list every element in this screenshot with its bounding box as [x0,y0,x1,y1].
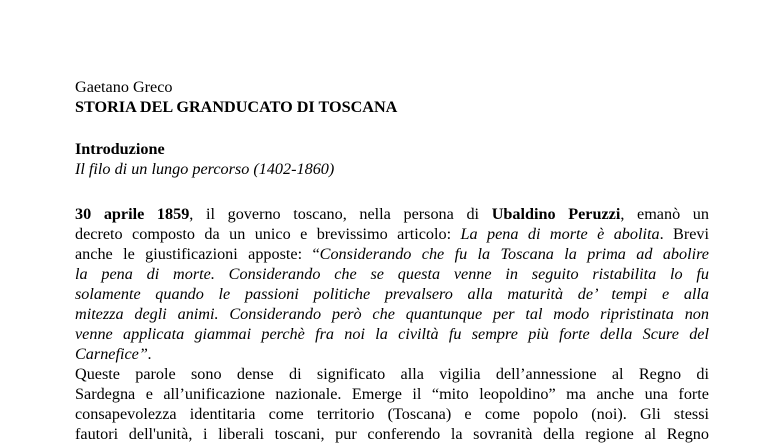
paragraph-1-line-7: venne applicata giammai perchè fra noi la civiltà fu sempre più forte della Scure del [75,325,709,343]
section-heading: Introduzione [75,140,165,158]
paragraph-2-line-3: consapevolezza identitaria come territorio (Toscana) e come popolo (noi). Gli stessi [75,405,709,423]
paragraph-1-line-8: Carnefice”. [75,345,152,363]
paragraph-1-line-1: 30 aprile 1859, il governo toscano, nella persona di Ubaldino Peruzzi, emanò un [75,205,709,223]
paragraph-1-line-5: solamente quando le passioni politiche prevalsero alla maturità de’ tempi e alla [75,285,709,303]
date-text: 30 aprile 1859 [75,205,190,223]
body-text [75,204,709,444]
paragraph-1-line-4: la pena di morte. Considerando che se questa venne in seguito ristabilita lo fu [75,265,709,283]
section-subtitle: Il filo di un lungo percorso (1402-1860) [75,160,335,178]
paragraph-1-line-6: mitezza degli animi. Considerando però che quantunque per tal modo ripristinata non [75,305,709,323]
book-title: STORIA DEL GRANDUCATO DI TOSCANA [75,98,398,116]
paragraph-2-line-2: Sardegna e all’unificazione nazionale. Emerge il “mito leopoldino” ma anche una forte [75,385,709,403]
paragraph-1-line-2: decreto composto da un unico e brevissimo articolo: La pena di morte è abolita. Brevi [75,225,710,243]
author-name: Gaetano Greco [75,78,173,96]
person-name: Ubaldino Peruzzi [491,205,621,223]
paragraph-2-line-4: fautori dell'unità, i liberali toscani, pur conferendo la sovranità della regione al Regno [75,425,709,443]
decree-quote: La pena di morte è abolita [460,225,660,243]
paragraph-2-line-1: Queste parole sono dense di significato alla vigilia dell’annessione al Regno di [75,365,709,383]
paragraph-1-line-3: anche le giustificazioni apposte: “Considerando che fu la Toscana la prima ad abolire [75,245,709,263]
